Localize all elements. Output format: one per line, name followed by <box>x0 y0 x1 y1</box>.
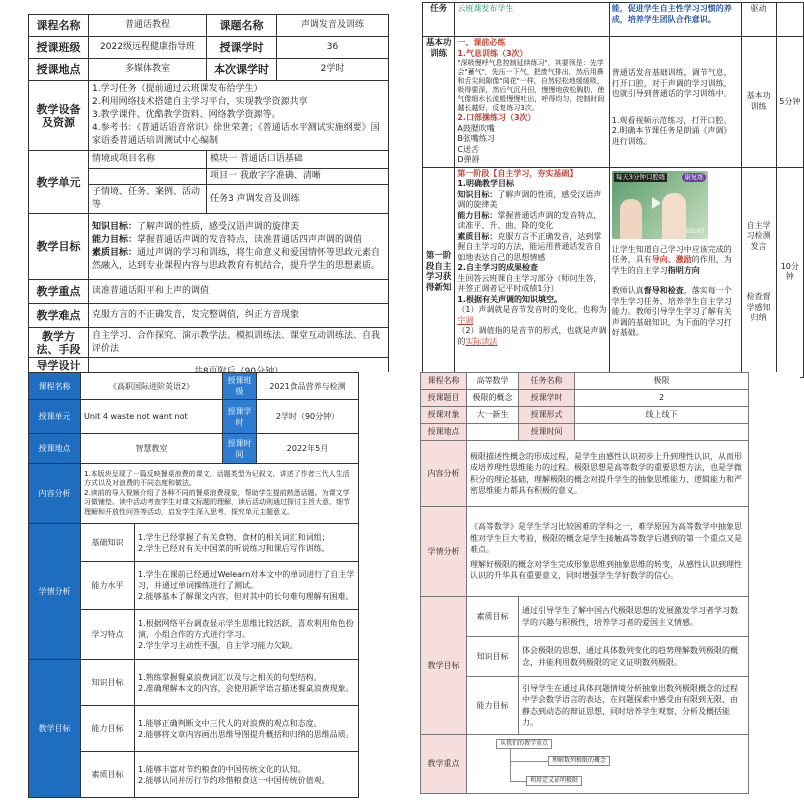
diagram-node-proof: 利用定义证明极限 <box>526 776 582 786</box>
lesson-plan-mandarin <box>0 0 400 372</box>
value-audience: 大一新生 <box>467 407 519 424</box>
stage-one-content: 第一阶段【自主学习，夯实基础】 1.明确教学目标 知识目标：了解声调的性质，感受汉语声调的旋律美 能力目标：掌握普通话声调的发音特点，读准平、升、曲、降的变化 素质目标：克服方言不正确发音，达到掌握自主学习的方法，能运用普通话发音自如地表达自己的思想情感 2.自主学习的成果检查 生回答云班课自主学习部分（师问生答，并签正调者记平时成绩1分） 1.根据有关声调的知识填空。 （1）声调就是音节发音时的变化，也称为字调 （2）调值指的是音节的形式，也就是声调的实际读法 <box>455 167 609 377</box>
label-hours: 授课学时 <box>519 390 575 407</box>
label-content: 内容分析 <box>29 464 81 524</box>
learner-ability-label: 能力水平 <box>81 562 135 610</box>
goal-knowledge: 体会极限的思想，通过具体数列变化的趋势理解数列极限的概念，并能利用数列极限的定义证明数列极限。 <box>519 637 749 677</box>
label-hours: 授课学时 <box>207 37 277 59</box>
goal-knowledge-label: 知识目标 <box>467 637 519 677</box>
warmup-content: 一、课前必练 1.气息训练（3次） "深吸慢呼气息控制延续练习"，其要领是：先学会"蓄气"，先压一下气，把废气排出，然后用鼻和舌尖间隙像"闻花"一样，自然轻松地缓缓吸，吸得要深，然后气沉丹田，慢慢地放松胸肋，使气像细水长流般慢慢吐出，呼得均匀，控制时间越长越好，反复练习3次。 2.口部操练习（3次） A鼓腮吹嘴 B张嘴练习 C送舌 D弹唇 <box>455 37 609 168</box>
goal-knowledge: 1.熟练掌握餐桌浪费词汇以及与之相关的句型结构。 2.准确理解本文的内容，会使用新学语言描述餐桌浪费现象。 <box>135 660 359 706</box>
equip-line: 2.利用网络技术搭建自主学习平台，实现教学资源共享 <box>92 97 308 107</box>
label-course-name: 课程名称 <box>29 15 89 37</box>
label-location: 授课地点 <box>29 434 81 464</box>
label-key-point: 教学重点 <box>29 280 89 304</box>
stage-one-activity: 自主学习检测发言 检查督学感知归纳 <box>741 167 776 377</box>
task-drive: 驱动 <box>741 3 776 37</box>
value-topic-name: 声调发音及训练 <box>277 15 389 37</box>
goal-knowledge-label: 知识目标 <box>81 660 135 706</box>
lesson-plan-tone-stage <box>400 0 800 368</box>
value-hours: 2 <box>575 390 749 407</box>
label-unit: 教学单元 <box>29 151 89 214</box>
value-session-hours: 2学时 <box>277 59 389 81</box>
goal-ability: 引导学生在通过具体问题情境分析抽象出数列极限概念的过程中学会数学语言的表达，在问题探索中感受由有限到无限、由静态到动态的辩证思想，同时培养学生观察、分析及概括能力。 <box>519 677 749 735</box>
video-thumbnail[interactable] <box>612 171 708 239</box>
label-unit: 授课单元 <box>29 400 81 434</box>
label-method: 教学方法、手段 <box>29 328 89 358</box>
label-difficulty: 教学难点 <box>29 304 89 328</box>
goal-quality-label: 素质目标 <box>81 752 135 798</box>
label-course-name: 课程名称 <box>421 373 467 390</box>
goal-quality: 1.能够丰富对节约粮食的中国传统文化的认知。 2.能够认同并厉行节约珍惜粮食这一中国传统价值观。 <box>135 752 359 798</box>
label-goals: 教学目标 <box>29 660 81 798</box>
learner-knowledge: 1.学生已经掌握了有关食物、食材的相关词汇和词组； 2.学生已经对有关中国菜的听说练习和课后写作训练。 <box>135 524 359 562</box>
stage-one-time: 10分钟 <box>776 167 803 377</box>
label-time: 授课时间 <box>519 424 575 441</box>
value-topic: 极限的概念 <box>467 390 519 407</box>
learner-traits-label: 学习特点 <box>81 610 135 660</box>
label-task: 任务 <box>423 3 455 37</box>
value-course-name: 《高职国际进阶英语2》 <box>81 373 223 400</box>
value-hours: 2学时（90分钟） <box>257 400 359 434</box>
label-class: 授课班级 <box>223 373 257 400</box>
method: 自主学习、合作探究、演示教学法、模拟训练法、课堂互动训练法、自我评价法 <box>89 328 389 358</box>
equip-line: 1.学习任务（提前通过云班课发布给学生） <box>92 84 263 94</box>
unit-project: 项目一 我敢字字准确、清晰 <box>207 169 389 185</box>
key-point-diagram <box>467 735 749 794</box>
value-location: 智慧教室 <box>81 434 223 464</box>
presenter-figure-left <box>620 199 642 239</box>
equip-line: 3.教学课件、优酷教学资料、网络教学资源等。 <box>92 110 281 120</box>
play-icon[interactable] <box>652 197 661 209</box>
learner-ability: 1.学生在课前已经通过Welearn对本文中的单词进行了自主学习，并通过单词操练进行了测试。 2.能够基本了解课文内容，但对其中的长句难句理解有困难。 <box>135 562 359 610</box>
label-hours: 授课学时 <box>223 400 257 434</box>
label-location: 授课地点 <box>421 424 467 441</box>
label-key-point: 教学重点 <box>421 735 467 794</box>
unit-module: 模块一 普通话口语基础 <box>207 151 389 169</box>
label-location: 授课地点 <box>29 59 89 81</box>
warmup-purpose: 普通话发音基础训练，调节气息，打开口腔，对于声调的学习训练，也就引导到普通话的学习训练中。 1.观看视频示范练习，打开口腔。2.明确本节课任务是朗诵《声调》进行训练。 <box>609 37 741 168</box>
label-audience: 授课对象 <box>421 407 467 424</box>
goal-ability: 1.能够正确判断文中三代人的对浪费的观点和态度。 2.能够将文章内容画出思维导图提升概括和归纳的思维品质。 <box>135 706 359 752</box>
unit-task: 任务3 声调发音及训练 <box>207 185 389 214</box>
task-goal: 能，促进学生自主性学习习惯的养成，培养学生团队合作意识。 <box>609 3 741 37</box>
lesson-plan-math <box>420 372 800 800</box>
diagram-connector <box>510 761 548 762</box>
goal-quality-label: 素质目标 <box>467 597 519 637</box>
goal-ability-label: 能力目标 <box>467 677 519 735</box>
difficulty: 克服方言的不正确发音，发完整调值，纠正方音现象 <box>89 304 389 328</box>
label-stage-one: 第一阶段自主学习获得新知 <box>423 167 455 377</box>
label-goals: 教学目标 <box>421 597 467 735</box>
label-goals: 教学目标 <box>29 214 89 280</box>
value-class: 2021食品营养与检测 <box>257 373 359 400</box>
label-time: 授课时间 <box>223 434 257 464</box>
video-title: 每天3分钟口腔练 <box>615 172 666 181</box>
value-location: 多媒体教室 <box>89 59 207 81</box>
goal-quality: 通过引导学生了解中国古代极限思想的发展激发学习者学习数学的兴趣与积极性，培养学习者的爱国主义情感。 <box>519 597 749 637</box>
value-time: 2022年5月 <box>257 434 359 464</box>
learner-analysis: 《高等数学》是学生学习比较困难的学科之一，难学原因为高等数学中抽象思维对学生巨大考验，极限的概念是学生接触高等数学后遇到的第一个重点又是难点。 理解好极限的概念对学生完成形象思维到抽象思维的转变，从感性认识到理性认识的升华具有重要意义，同时增强学生学好数学的信心。 <box>467 507 749 597</box>
goal-ability-label: 能力目标 <box>81 706 135 752</box>
diagram-connector <box>510 749 511 781</box>
value-format: 线上线下 <box>575 407 749 424</box>
label-content: 内容分析 <box>421 441 467 507</box>
lesson-plan-english <box>28 372 414 800</box>
video-tag: 康复练 <box>684 172 704 181</box>
label-topic-name: 课题名称 <box>207 15 277 37</box>
diagram-connector <box>510 781 526 782</box>
value-task-name: 极限 <box>575 373 749 390</box>
warmup-activity: 基本功训练 <box>741 37 776 168</box>
video-duration: 03:07 <box>686 227 705 235</box>
label-session-hours: 本次课学时 <box>207 59 277 81</box>
unit-subtask-label: 子情境、任务、案例、活动等 <box>89 185 207 214</box>
label-course-name: 课程名称 <box>29 373 81 400</box>
stage-one-purpose: 每天3分钟口腔练 康复练 03:07 让学生知道自己学习中应该完成的任务，具有导向、激励的作用，为学生的自主学习指明方向 教师认真督导和检查，落实每一个学生学习任务，培养学生自主学习能力。教师引导学生学习了解有关声调的基础知识，为下面的学习打好基础。 <box>609 167 741 377</box>
diagram-node-concept: 理解数列极限的概念 <box>548 756 610 766</box>
presenter-figure-right <box>662 193 686 239</box>
value-time <box>575 424 749 441</box>
task-cloud: 云班课发布学生 <box>455 3 609 37</box>
goals-text: 知识目标：了解声调的性质，感受汉语声调的旋律美 能力目标：掌握普通话声调的发音特点，读准普通话四声声调的调值 素质目标：通过声调的学习和训练，将生命意义和爱国情怀等思政元素自然融入，达到专业课程内容与思政教育有机结合，提升学生的思想素质。 <box>89 214 389 280</box>
learner-traits: 1.根据网络平台调查显示学生思维比较活跃，喜欢利用角色扮演，小组合作的方式进行学习。 2.学生学习主动性不强，自主学习能力欠缺。 <box>135 610 359 660</box>
unit-scenario-label: 情境或项目名称 <box>89 151 207 169</box>
label-learner: 学情分析 <box>29 524 81 660</box>
value-class: 2022级远程健康指导班 <box>89 37 207 59</box>
label-format: 授课形式 <box>519 407 575 424</box>
content-analysis: 1.本版块呈现了一篇反映餐桌浪费的课文，话题类型为记叙文，讲述了作者三代人生活方式以及对浪费的不同态度和做法。 2.读前的导入视频介绍了各种不同的餐桌浪费现象，帮助学生提前熟悉话题。为课文学习做铺垫。读中活动考查学生对课文标题的理解，读后活动则通过探讨主旨大意、细节理解和开放性问答等活动，启发学生深入思考，探究单元主题意义。 <box>81 464 359 524</box>
value-course-name: 高等数学 <box>467 373 519 390</box>
warmup-time: 5分钟 <box>776 37 803 168</box>
label-topic: 授课题目 <box>421 390 467 407</box>
value-location <box>467 424 519 441</box>
label-equipment: 教学设备及资源 <box>29 81 89 151</box>
equipment-list <box>89 81 389 151</box>
equip-line: 4.参考书：《普通话语音常识》徐世荣著；《普通话水平测试实施纲要》国家语委普通话培训测试中心编制 <box>92 123 380 146</box>
value-hours: 36 <box>277 37 389 59</box>
learner-knowledge-label: 基础知识 <box>81 524 135 562</box>
value-unit: Unit 4 waste not want not <box>81 400 223 434</box>
content-analysis: 极限描述性概念的形成过程，是学生由感性认识初步上升到理性认识，从而形成培养理性思维能力的过程。极限思想是高等数学的重要思想方法，也是学微积分的理论基础，理解极限的概念对提升学生的抽象思维能力、逻辑能力和严密思维能力都具有积极的意义。 <box>467 441 749 507</box>
label-class: 授课班级 <box>29 37 89 59</box>
label-basic-training: 基本功训练 <box>423 37 455 168</box>
label-plan: 导学设计 <box>29 358 89 387</box>
label-task-name: 任务名称 <box>519 373 575 390</box>
diagram-node-root: 从我们的教学重点 <box>496 739 552 749</box>
value-course-name: 普通话教程 <box>89 15 207 37</box>
label-learner: 学情分析 <box>421 507 467 597</box>
key-point: 读准普通话阳平和上声的调值 <box>89 280 389 304</box>
